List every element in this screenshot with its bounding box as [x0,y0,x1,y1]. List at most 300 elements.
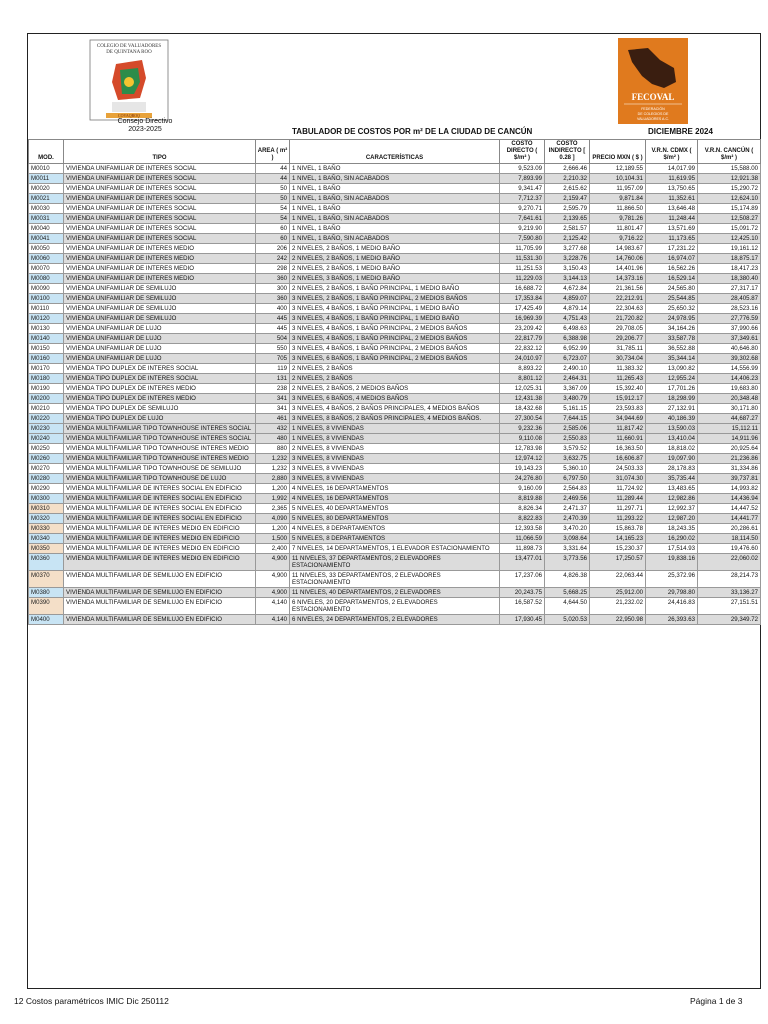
cell-tipo: VIVIENDA UNIFAMILIAR DE INTERES SOCIAL [64,194,256,204]
cell-cd: 22,817.79 [500,334,545,344]
cell-area: 238 [256,384,290,394]
cell-carac: 2 NIVELES, 2 BAÑOS, 2 MEDIOS BAÑOS [290,384,500,394]
cell-carac: 5 NIVELES, 8 DEPARTAMENTOS [290,534,500,544]
cell-cd: 11,229.03 [500,274,545,284]
cell-cd: 11,898.73 [500,544,545,554]
cell-vrn_cancun: 12,425.10 [698,234,761,244]
cell-ci: 3,632.75 [545,454,590,464]
cell-cd: 12,783.98 [500,444,545,454]
cell-ci: 6,388.98 [545,334,590,344]
cell-area: 119 [256,364,290,374]
cell-carac: 1 NIVEL, 1 BAÑO [290,204,500,214]
cell-vrn_cancun: 14,441.77 [698,514,761,524]
cell-vrn_cancun: 30,171.80 [698,404,761,414]
cell-carac: 6 NIVELES, 24 DEPARTAMENTOS, 2 ELEVADORES [290,615,500,625]
cell-vrn_cdmx: 19,838.16 [646,554,698,571]
cell-area: 1,200 [256,524,290,534]
cell-tipo: VIVIENDA MULTIFAMILIAR TIPO TOWNHOUSE DE LUJO [64,474,256,484]
cell-vrn_cancun: 14,556.99 [698,364,761,374]
cell-area: 341 [256,404,290,414]
table-row [29,354,761,364]
cell-vrn_cdmx: 33,587.78 [646,334,698,344]
cell-vrn_cdmx: 16,974.07 [646,254,698,264]
cell-ci: 6,723.07 [545,354,590,364]
cell-carac: 4 NIVELES, 16 DEPARTAMENTOS [290,484,500,494]
cell-vrn_cdmx: 18,818.02 [646,444,698,454]
cell-vrn_cdmx: 25,650.32 [646,304,698,314]
cell-area: 360 [256,294,290,304]
svg-text:DE COLEGIOS DE: DE COLEGIOS DE [637,112,669,116]
cell-precio: 11,817.42 [590,424,646,434]
cell-ci: 3,331.64 [545,544,590,554]
cell-ci: 3,480.79 [545,394,590,404]
cell-precio: 11,289.44 [590,494,646,504]
cell-vrn_cancun: 15,112.11 [698,424,761,434]
cell-precio: 16,606.87 [590,454,646,464]
cell-vrn_cdmx: 12,992.37 [646,504,698,514]
col-mod: MOD. [29,140,64,164]
cell-cd: 17,930.45 [500,615,545,625]
cell-cd: 7,590.80 [500,234,545,244]
cell-ci: 3,277.68 [545,244,590,254]
cell-vrn_cdmx: 35,735.44 [646,474,698,484]
cell-tipo: VIVIENDA MULTIFAMILIAR DE INTERES MEDIO EN EDIFICIO [64,534,256,544]
cell-ci: 4,826.38 [545,571,590,588]
table-row [29,194,761,204]
cell-ci: 2,581.57 [545,224,590,234]
table-row [29,394,761,404]
cell-ci: 3,367.09 [545,384,590,394]
cell-vrn_cancun: 39,302.68 [698,354,761,364]
cell-ci: 6,498.63 [545,324,590,334]
svg-text:COVAQROO: COVAQROO [117,113,141,118]
cell-vrn_cancun: 18,875.17 [698,254,761,264]
cell-precio: 11,801.47 [590,224,646,234]
cell-ci: 3,773.56 [545,554,590,571]
cell-precio: 15,392.40 [590,384,646,394]
col-vrn-cancun: V.R.N. CANCÚN ( $/m² ) [698,140,761,164]
cell-vrn_cdmx: 16,529.14 [646,274,698,284]
cell-area: 504 [256,334,290,344]
cell-area: 4,900 [256,588,290,598]
cell-precio: 11,957.09 [590,184,646,194]
cell-precio: 21,361.56 [590,284,646,294]
cell-carac: 5 NIVELES, 80 DEPARTAMENTOS [290,514,500,524]
cell-vrn_cancun: 28,523.16 [698,304,761,314]
table-row [29,434,761,444]
cell-area: 298 [256,264,290,274]
table-row [29,164,761,174]
cell-vrn_cdmx: 36,552.88 [646,344,698,354]
cell-mod: M0130 [29,324,64,334]
cell-carac: 2 NIVELES, 2 BAÑOS, 1 MEDIO BAÑO [290,264,500,274]
cell-precio: 14,373.16 [590,274,646,284]
cell-tipo: VIVIENDA UNIFAMILIAR DE INTERES SOCIAL [64,184,256,194]
cell-cd: 20,243.75 [500,588,545,598]
cell-ci: 2,490.10 [545,364,590,374]
cell-vrn_cdmx: 11,248.44 [646,214,698,224]
cell-carac: 2 NIVELES, 2 BAÑOS [290,374,500,384]
cell-ci: 2,615.62 [545,184,590,194]
cell-cd: 12,974.12 [500,454,545,464]
cell-vrn_cancun: 19,683.80 [698,384,761,394]
cell-cd: 7,641.61 [500,214,545,224]
cell-mod: M0030 [29,204,64,214]
cell-carac: 4 NIVELES, 8 DEPARTAMENTOS [290,524,500,534]
cell-carac: 3 NIVELES, 4 BAÑOS, 1 BAÑO PRINCIPAL, 2 MEDIOS BAÑOS [290,334,500,344]
cell-precio: 9,781.26 [590,214,646,224]
cell-area: 2,400 [256,544,290,554]
cell-area: 360 [256,274,290,284]
cell-area: 44 [256,174,290,184]
cell-vrn_cdmx: 24,978.95 [646,314,698,324]
cell-vrn_cdmx: 13,483.65 [646,484,698,494]
cell-vrn_cdmx: 12,982.86 [646,494,698,504]
cell-tipo: VIVIENDA UNIFAMILIAR DE INTERES MEDIO [64,274,256,284]
cell-carac: 6 NIVELES, 20 DEPARTAMENTOS, 2 ELEVADORES ESTACIONAMIENTO [290,598,500,615]
cell-precio: 30,734.04 [590,354,646,364]
cell-mod: M0090 [29,284,64,294]
cell-carac: 1 NIVELES, 8 VIVIENDAS [290,434,500,444]
cell-carac: 1 NIVEL, 1 BAÑO [290,164,500,174]
cell-mod: M0070 [29,264,64,274]
cell-area: 4,900 [256,571,290,588]
cell-cd: 19,143.23 [500,464,545,474]
cell-mod: M0370 [29,571,64,588]
cell-mod: M0041 [29,234,64,244]
cell-cd: 9,110.08 [500,434,545,444]
cell-vrn_cdmx: 24,565.80 [646,284,698,294]
cell-cd: 8,822.83 [500,514,545,524]
cell-cd: 12,025.31 [500,384,545,394]
cell-mod: M0360 [29,554,64,571]
cell-vrn_cdmx: 16,290.02 [646,534,698,544]
cell-area: 1,200 [256,484,290,494]
cell-mod: M0320 [29,514,64,524]
cell-mod: M0310 [29,504,64,514]
cell-carac: 3 NIVELES, 4 BAÑOS, 1 BAÑO PRINCIPAL, 1 MEDIO BAÑO [290,304,500,314]
cell-precio: 29,206.77 [590,334,646,344]
cell-tipo: VIVIENDA UNIFAMILIAR DE INTERES MEDIO [64,254,256,264]
col-area: AREA ( m² ) [256,140,290,164]
cell-ci: 3,144.13 [545,274,590,284]
cell-ci: 3,228.76 [545,254,590,264]
cell-ci: 2,595.79 [545,204,590,214]
cell-precio: 11,293.22 [590,514,646,524]
cell-carac: 3 NIVELES, 4 BAÑOS, 1 BAÑO PRINCIPAL, 2 MEDIOS BAÑOS [290,324,500,334]
table-row [29,214,761,224]
cell-area: 445 [256,324,290,334]
cell-carac: 3 NIVELES, 6 BAÑOS, 1 BAÑO PRINCIPAL, 2 MEDIOS BAÑOS [290,354,500,364]
cell-vrn_cdmx: 18,243.35 [646,524,698,534]
cell-mod: M0380 [29,588,64,598]
cell-mod: M0250 [29,444,64,454]
cell-tipo: VIVIENDA MULTIFAMILIAR DE INTERES MEDIO EN EDIFICIO [64,524,256,534]
cell-cd: 24,276.80 [500,474,545,484]
table-row [29,494,761,504]
cell-area: 2,365 [256,504,290,514]
cell-tipo: VIVIENDA MULTIFAMILIAR DE SEMILUJO EN EDIFICIO [64,615,256,625]
cell-carac: 3 NIVELES, 8 VIVIENDAS [290,464,500,474]
cell-precio: 15,912.17 [590,394,646,404]
table-row [29,184,761,194]
table-header-row [29,140,761,164]
cell-cd: 22,832.12 [500,344,545,354]
cell-ci: 3,579.52 [545,444,590,454]
cell-cd: 16,688.72 [500,284,545,294]
cell-cd: 9,219.90 [500,224,545,234]
cell-vrn_cancun: 27,317.17 [698,284,761,294]
cell-mod: M0290 [29,484,64,494]
table-row [29,294,761,304]
cell-vrn_cdmx: 11,619.95 [646,174,698,184]
cell-mod: M0150 [29,344,64,354]
cell-ci: 2,564.83 [545,484,590,494]
cell-carac: 1 NIVEL, 1 BAÑO [290,184,500,194]
cell-precio: 14,760.06 [590,254,646,264]
cell-precio: 11,297.71 [590,504,646,514]
cell-ci: 4,751.43 [545,314,590,324]
cell-vrn_cancun: 14,436.94 [698,494,761,504]
table-row [29,544,761,554]
table-row [29,534,761,544]
cell-precio: 34,944.69 [590,414,646,424]
cell-vrn_cancun: 12,921.38 [698,174,761,184]
cell-tipo: VIVIENDA MULTIFAMILIAR DE INTERES SOCIAL EN EDIFICIO [64,484,256,494]
council-label [90,118,200,134]
cell-vrn_cancun: 27,151.51 [698,598,761,615]
cell-carac: 1 NIVELES, 8 VIVIENDAS [290,424,500,434]
cell-precio: 9,871.84 [590,194,646,204]
cell-vrn_cancun: 19,161.12 [698,244,761,254]
table-row [29,324,761,334]
cell-area: 4,900 [256,554,290,571]
table-row [29,424,761,434]
table-row [29,304,761,314]
cell-area: 341 [256,394,290,404]
cell-precio: 14,401.96 [590,264,646,274]
cell-precio: 16,363.50 [590,444,646,454]
cell-tipo: VIVIENDA MULTIFAMILIAR DE INTERES SOCIAL EN EDIFICIO [64,514,256,524]
cell-mod: M0220 [29,414,64,424]
cell-area: 1,232 [256,454,290,464]
col-precio: PRECIO MXN ( $ ) [590,140,646,164]
cell-carac: 1 NIVEL, 1 BAÑO, SIN ACABADOS [290,174,500,184]
cell-precio: 15,230.37 [590,544,646,554]
cell-tipo: VIVIENDA MULTIFAMILIAR TIPO TOWNHOUSE DE SEMILUJO [64,464,256,474]
cell-area: 1,992 [256,494,290,504]
cell-cd: 7,712.37 [500,194,545,204]
cell-vrn_cancun: 27,776.59 [698,314,761,324]
cell-cd: 18,432.68 [500,404,545,414]
cell-vrn_cdmx: 12,987.20 [646,514,698,524]
cell-carac: 1 NIVEL, 1 BAÑO, SIN ACABADOS [290,214,500,224]
cell-area: 242 [256,254,290,264]
cell-mod: M0340 [29,534,64,544]
table-row [29,524,761,534]
cell-cd: 17,425.49 [500,304,545,314]
cell-vrn_cdmx: 19,097.90 [646,454,698,464]
cell-vrn_cdmx: 13,750.65 [646,184,698,194]
cell-area: 550 [256,344,290,354]
cell-carac: 3 NIVELES, 4 BAÑOS, 2 BAÑOS PRINCIPALES, 4 MEDIOS BAÑOS [290,404,500,414]
cell-vrn_cdmx: 12,955.24 [646,374,698,384]
cell-carac: 2 NIVELES, 2 BAÑOS, 1 MEDIO BAÑO [290,244,500,254]
table-row [29,554,761,571]
table-row [29,504,761,514]
cell-tipo: VIVIENDA UNIFAMILIAR DE INTERES SOCIAL [64,214,256,224]
cell-mod: M0240 [29,434,64,444]
cell-vrn_cancun: 18,380.40 [698,274,761,284]
cell-carac: 3 NIVELES, 6 BAÑOS, 4 MEDIOS BAÑOS [290,394,500,404]
cell-area: 1,232 [256,464,290,474]
covaqroo-logo [86,38,172,128]
cell-vrn_cdmx: 13,090.82 [646,364,698,374]
cell-mod: M0010 [29,164,64,174]
cell-tipo: VIVIENDA UNIFAMILIAR DE SEMILUJO [64,284,256,294]
cell-vrn_cdmx: 28,178.83 [646,464,698,474]
cell-carac: 3 NIVELES, 2 BAÑOS, 1 BAÑO PRINCIPAL, 2 MEDIOS BAÑOS [290,294,500,304]
table-row [29,414,761,424]
table-row [29,244,761,254]
cell-mod: M0280 [29,474,64,484]
cell-cd: 27,300.54 [500,414,545,424]
cell-mod: M0400 [29,615,64,625]
cell-precio: 21,232.02 [590,598,646,615]
cell-cd: 16,969.39 [500,314,545,324]
cell-cd: 9,341.47 [500,184,545,194]
cell-tipo: VIVIENDA UNIFAMILIAR DE INTERES SOCIAL [64,204,256,214]
table-row [29,174,761,184]
cell-vrn_cancun: 15,091.72 [698,224,761,234]
cell-ci: 4,644.50 [545,598,590,615]
cell-precio: 22,212.91 [590,294,646,304]
cell-cd: 16,587.52 [500,598,545,615]
cell-ci: 2,125.42 [545,234,590,244]
cell-vrn_cdmx: 29,798.80 [646,588,698,598]
cell-carac: 2 NIVELES, 2 BAÑOS, 1 MEDIO BAÑO [290,254,500,264]
cell-vrn_cancun: 28,214.73 [698,571,761,588]
table-row [29,344,761,354]
cell-carac: 1 NIVEL, 1 BAÑO, SIN ACABADOS [290,234,500,244]
cell-mod: M0021 [29,194,64,204]
cell-vrn_cancun: 14,993.82 [698,484,761,494]
cell-cd: 12,393.58 [500,524,545,534]
table-row [29,374,761,384]
cell-vrn_cancun: 18,417.23 [698,264,761,274]
cell-tipo: VIVIENDA UNIFAMILIAR DE SEMILUJO [64,294,256,304]
cell-tipo: VIVIENDA MULTIFAMILIAR DE SEMILUJO EN EDIFICIO [64,588,256,598]
cell-vrn_cdmx: 13,646.48 [646,204,698,214]
cell-carac: 3 NIVELES, 4 BAÑOS, 1 BAÑO PRINCIPAL, 2 MEDIOS BAÑOS [290,344,500,354]
col-costo-indirecto: COSTO INDIRECTO [ 0.28 ] [545,140,590,164]
cell-mod: M0200 [29,394,64,404]
cell-precio: 17,250.57 [590,554,646,571]
cell-precio: 22,950.98 [590,615,646,625]
cell-vrn_cdmx: 25,544.85 [646,294,698,304]
cell-cd: 17,353.84 [500,294,545,304]
cell-vrn_cdmx: 17,231.22 [646,244,698,254]
table-row [29,598,761,615]
cell-vrn_cdmx: 26,393.63 [646,615,698,625]
cell-precio: 11,724.92 [590,484,646,494]
cell-area: 54 [256,204,290,214]
cell-ci: 2,666.46 [545,164,590,174]
svg-text:VALUADORES A.C.: VALUADORES A.C. [636,117,670,121]
table-row [29,334,761,344]
cell-carac: 3 NIVELES, 4 BAÑOS, 1 BAÑO PRINCIPAL, 1 MEDIO BAÑO [290,314,500,324]
table-row [29,474,761,484]
cell-area: 2,880 [256,474,290,484]
cell-area: 206 [256,244,290,254]
cell-carac: 4 NIVELES, 16 DEPARTAMENTOS [290,494,500,504]
cell-area: 50 [256,184,290,194]
cell-mod: M0040 [29,224,64,234]
cell-vrn_cancun: 29,349.72 [698,615,761,625]
document-title: TABULADOR DE COSTOS POR m² DE LA CIUDAD DE CANCÚN [292,127,533,136]
cell-tipo: VIVIENDA MULTIFAMILIAR DE INTERES MEDIO EN EDIFICIO [64,544,256,554]
cell-carac: 5 NIVELES, 40 DEPARTAMENTOS [290,504,500,514]
document-header [28,34,760,139]
cell-cd: 24,010.97 [500,354,545,364]
cell-cd: 8,826.34 [500,504,545,514]
cell-ci: 4,859.07 [545,294,590,304]
cell-vrn_cdmx: 40,186.39 [646,414,698,424]
cell-carac: 1 NIVEL, 1 BAÑO [290,224,500,234]
cell-area: 50 [256,194,290,204]
cell-precio: 12,189.55 [590,164,646,174]
cell-area: 480 [256,434,290,444]
cell-vrn_cdmx: 27,132.91 [646,404,698,414]
cell-tipo: VIVIENDA MULTIFAMILIAR DE INTERES SOCIAL EN EDIFICIO [64,504,256,514]
cell-ci: 7,644.15 [545,414,590,424]
cell-area: 60 [256,234,290,244]
cell-area: 1,500 [256,534,290,544]
cell-carac: 11 NIVELES, 33 DEPARTAMENTOS, 2 ELEVADORES ESTACIONAMIENTO [290,571,500,588]
cell-ci: 5,161.15 [545,404,590,414]
cell-carac: 3 NIVELES, 8 VIVIENDAS [290,474,500,484]
cell-area: 705 [256,354,290,364]
cell-mod: M0031 [29,214,64,224]
cell-mod: M0100 [29,294,64,304]
cell-carac: 11 NIVELES, 37 DEPARTAMENTOS, 2 ELEVADORES ESTACIONAMIENTO [290,554,500,571]
cell-mod: M0080 [29,274,64,284]
cell-tipo: VIVIENDA MULTIFAMILIAR DE SEMILUJO EN EDIFICIO [64,571,256,588]
cell-vrn_cancun: 20,348.48 [698,394,761,404]
cell-area: 432 [256,424,290,434]
cell-mod: M0210 [29,404,64,414]
cell-vrn_cancun: 15,174.89 [698,204,761,214]
cell-tipo: VIVIENDA UNIFAMILIAR DE LUJO [64,354,256,364]
cell-precio: 10,104.31 [590,174,646,184]
cell-carac: 2 NIVELES, 2 BAÑOS [290,364,500,374]
cell-precio: 31,785.11 [590,344,646,354]
table-row [29,615,761,625]
cell-area: 461 [256,414,290,424]
cell-vrn_cancun: 12,624.10 [698,194,761,204]
cell-cd: 9,160.09 [500,484,545,494]
cell-cd: 8,819.88 [500,494,545,504]
cell-ci: 3,098.64 [545,534,590,544]
cell-mod: M0110 [29,304,64,314]
cell-area: 300 [256,284,290,294]
cell-vrn_cdmx: 17,701.26 [646,384,698,394]
cell-vrn_cancun: 14,911.96 [698,434,761,444]
cell-vrn_cdmx: 25,372.96 [646,571,698,588]
cell-vrn_cancun: 21,236.86 [698,454,761,464]
cell-ci: 2,139.65 [545,214,590,224]
table-row [29,464,761,474]
